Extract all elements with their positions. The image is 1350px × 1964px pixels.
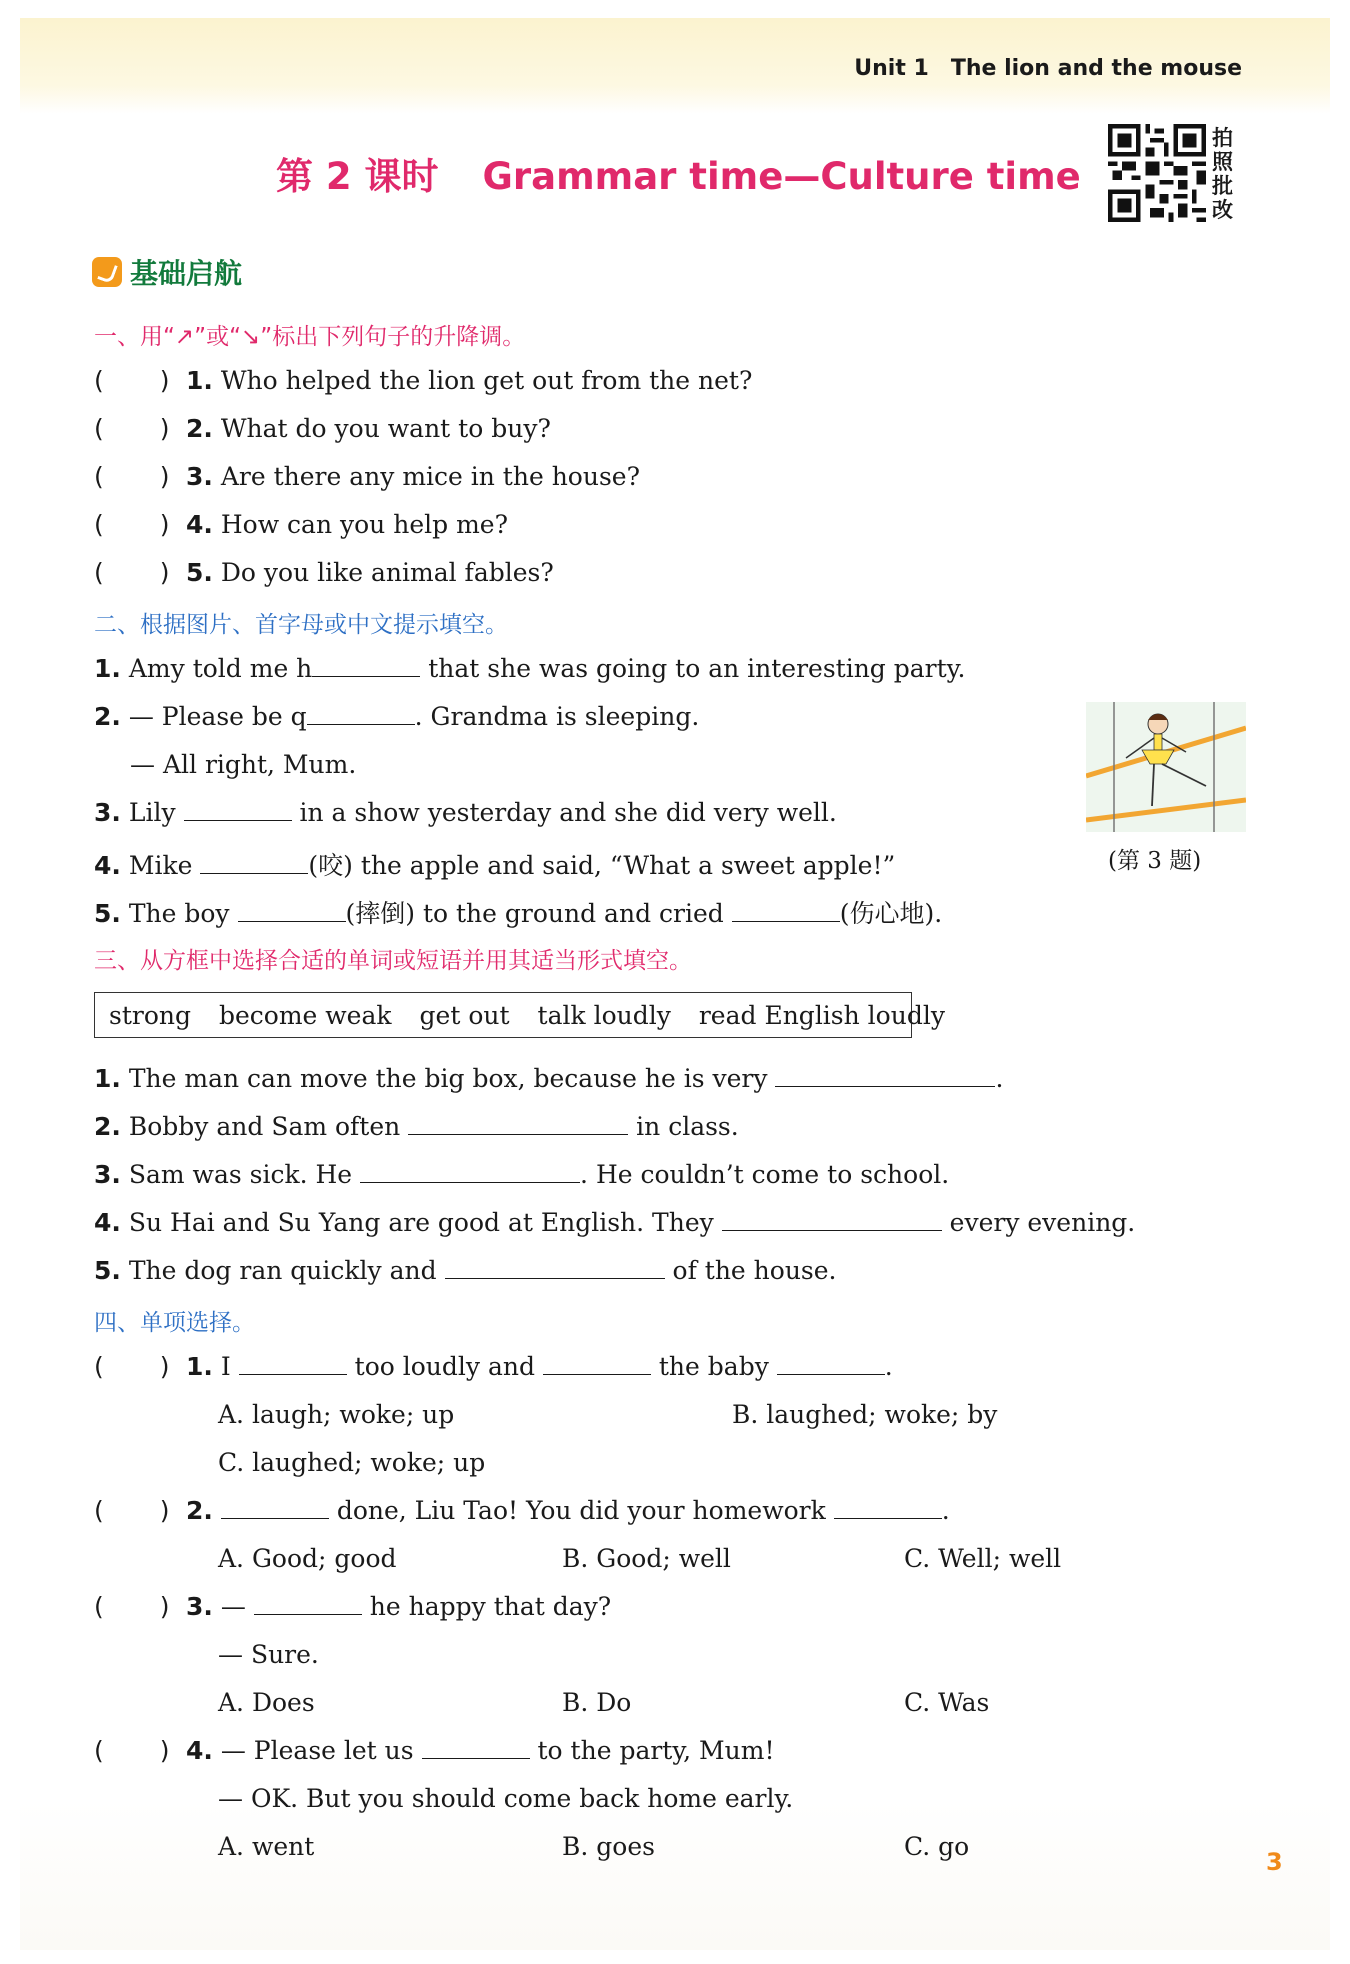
lesson-topic: Grammar time—Culture time <box>482 155 1081 198</box>
part4-q2-option-c: C. Well; well <box>904 1544 1062 1573</box>
part1-item-1: ( ) 1. Who helped the lion get out from the net? <box>94 366 753 395</box>
section-heading <box>92 252 242 292</box>
part3-item-2: 2. Bobby and Sam often in class. <box>94 1112 739 1141</box>
part4-q4-option-c: C. go <box>904 1832 970 1861</box>
part2-item-5: 5. The boy (摔倒) to the ground and cried (伤心地). <box>94 899 943 928</box>
lesson-title <box>276 146 1081 200</box>
section-badge-icon <box>92 257 122 287</box>
word-bank-item: get out <box>419 1000 510 1030</box>
unit-number: Unit 1 <box>854 56 929 81</box>
part4-q1: ( ) 1. I too loudly and the baby . <box>94 1352 893 1381</box>
footer-band <box>20 1800 1330 1950</box>
part3-item-3: 3. Sam was sick. He . He couldn’t come to school. <box>94 1160 950 1189</box>
part4-q3: ( ) 3. — he happy that day? <box>94 1592 612 1621</box>
word-bank-item: become weak <box>218 1000 392 1030</box>
part4-q1-option-a: A. laugh; woke; up <box>218 1400 455 1429</box>
word-bank-item: talk loudly <box>537 1000 671 1030</box>
part2-title: 二、根据图片、首字母或中文提示填空。 <box>94 612 508 638</box>
part2-item-3: 3. Lily in a show yesterday and she did very well. <box>94 798 837 827</box>
part2-item-4: 4. Mike (咬) the apple and said, “What a sweet apple!” <box>94 851 896 880</box>
part4-q4: ( ) 4. — Please let us to the party, Mum! <box>94 1736 775 1765</box>
part2-item-2-reply: — All right, Mum. <box>130 750 357 779</box>
unit-title: The lion and the mouse <box>950 56 1242 81</box>
part1-item-2: ( ) 2. What do you want to buy? <box>94 414 551 443</box>
part2-item-1: 1. Amy told me h that she was going to an interesting party. <box>94 654 966 683</box>
part4-q2: ( ) 2. done, Liu Tao! You did your homework . <box>94 1496 950 1525</box>
part3-item-5: 5. The dog ran quickly and of the house. <box>94 1256 837 1285</box>
part4-q3-option-a: A. Does <box>218 1688 315 1717</box>
lesson-number: 第 2 课时 <box>276 155 439 198</box>
part1-item-4: ( ) 4. How can you help me? <box>94 510 508 539</box>
part4-q3-option-b: B. Do <box>562 1688 632 1717</box>
word-bank-item: strong <box>109 1000 191 1030</box>
part3-title: 三、从方框中选择合适的单词或短语并用其适当形式填空。 <box>94 948 692 974</box>
part4-title: 四、单项选择。 <box>94 1310 255 1336</box>
part4-q4-reply: — OK. But you should come back home early. <box>218 1784 794 1813</box>
part4-q1-option-c: C. laughed; woke; up <box>218 1448 486 1477</box>
part2-item-2: 2. — Please be q . Grandma is sleeping. <box>94 702 700 731</box>
unit-heading <box>854 56 1242 81</box>
part1-title: 一、用“↗”或“↘”标出下列句子的升降调。 <box>94 324 526 350</box>
word-bank <box>94 992 945 1038</box>
part4-q2-option-a: A. Good; good <box>218 1544 397 1573</box>
part4-q1-option-b: B. laughed; woke; by <box>732 1400 998 1429</box>
page-number: 3 <box>1266 1848 1283 1876</box>
part1-item-3: ( ) 3. Are there any mice in the house? <box>94 462 640 491</box>
part4-q4-option-b: B. goes <box>562 1832 655 1861</box>
ballet-girl-illustration <box>1086 702 1246 832</box>
figure-caption: (第 3 题) <box>1108 848 1202 874</box>
photo-grading-label: 拍 照 批 改 <box>1212 126 1233 222</box>
part4-q3-option-c: C. Was <box>904 1688 990 1717</box>
word-bank-item: read English loudly <box>698 1000 945 1030</box>
section-title: 基础启航 <box>130 257 243 290</box>
part1-item-5: ( ) 5. Do you like animal fables? <box>94 558 554 587</box>
part4-q4-option-a: A. went <box>218 1832 315 1861</box>
part3-item-1: 1. The man can move the big box, because he is very . <box>94 1064 1004 1093</box>
part4-q2-option-b: B. Good; well <box>562 1544 731 1573</box>
qr-code-icon[interactable] <box>1108 124 1206 222</box>
part3-item-4: 4. Su Hai and Su Yang are good at English. They every evening. <box>94 1208 1136 1237</box>
part4-q3-reply: — Sure. <box>218 1640 319 1669</box>
